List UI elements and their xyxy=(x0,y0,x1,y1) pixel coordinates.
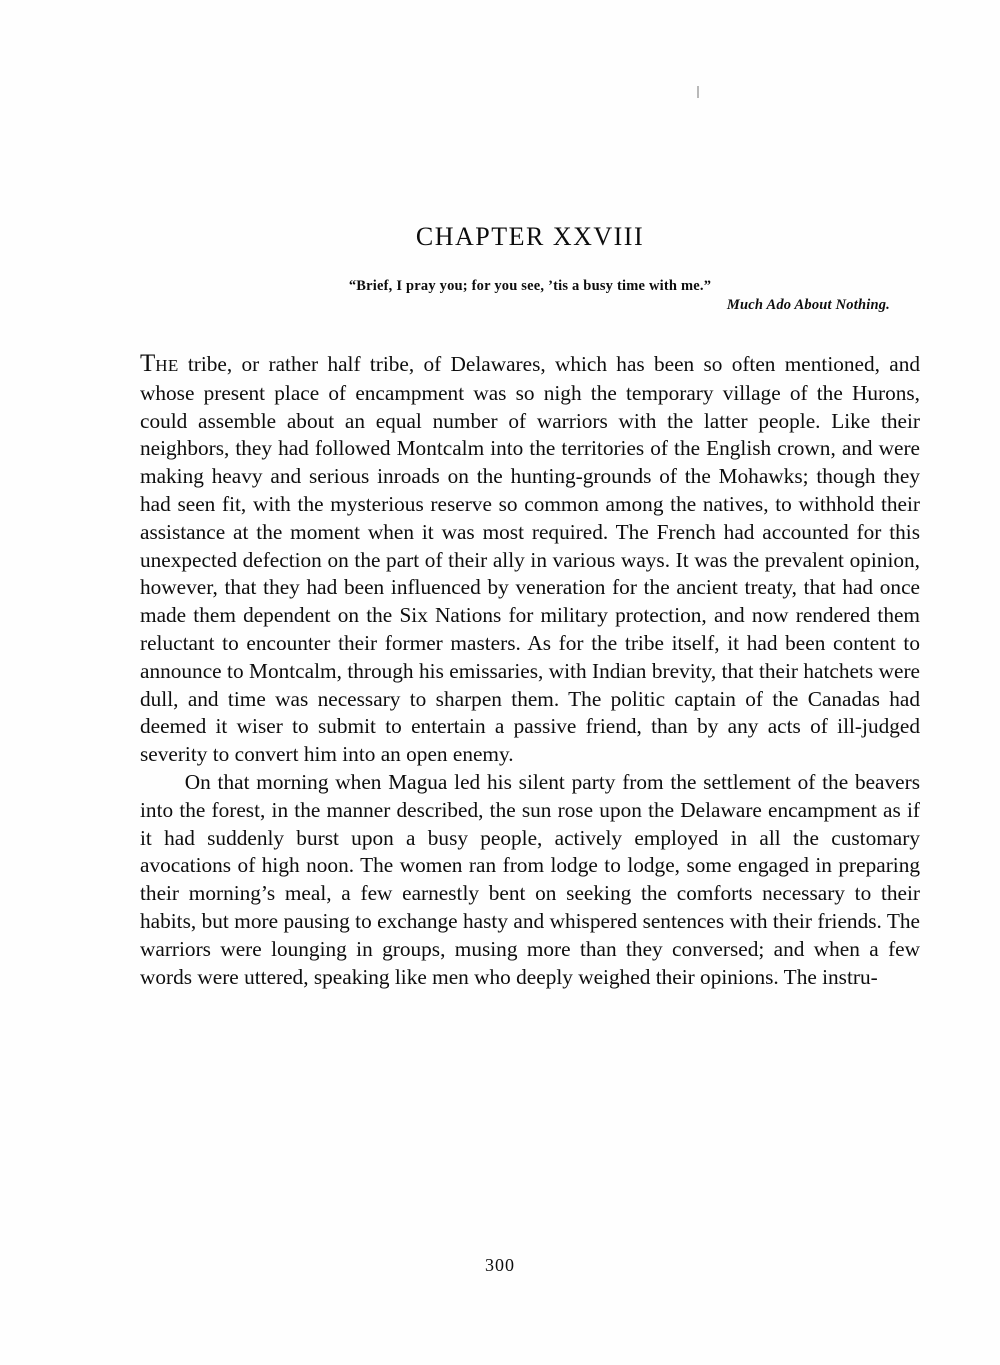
paragraph-dropcap: T xyxy=(140,350,156,377)
chapter-title: CHAPTER XXVIII xyxy=(415,222,645,251)
epigraph-source: Much Ado About Nothing. xyxy=(726,297,890,313)
paragraph-smallcaps: HE xyxy=(155,356,179,375)
scan-artifact-mark xyxy=(697,86,699,98)
body-text xyxy=(140,350,920,991)
page-content xyxy=(140,222,920,991)
page-number: 300 xyxy=(485,1255,515,1275)
paragraph-2: On that morning when Magua led his silent party from the settlement of the beavers into the forest, in the manner described, the sun rose upon the Delaware encampment as if it had suddenly burst upon a busy people, actively employed in all the customary avocations of high noon. The women ran from lodge to lodge, some engaged in preparing their morning’s meal, a few earnestly bent on seeking the comforts necessary to their habits, but more pausing to exchange hasty and whispered sentences with their friends. The warriors were lounging in groups, musing more than they conversed; and when a few words were uttered, speaking like men who deeply weighed their opinions. The instru- xyxy=(140,769,920,989)
paragraph-1 xyxy=(140,350,920,769)
epigraph-quote: “Brief, I pray you; for you see, ’tis a busy time with me.” xyxy=(348,278,712,294)
paragraph-1-text: tribe, or rather half tribe, of Delawares, which has been so often mentioned, and whose present place of encampment was so nigh the temporary village of the Hurons, could assemble about an equal number of warriors with the latter people. Like their neighbors, they had followed Montcalm into the territories of the English crown, and were making heavy and serious inroads on the hunting-grounds of the Mohawks; though they had seen fit, with the mysterious reserve so common among the natives, to withhold their assistance at the moment when it was most required. The French had accounted for this unexpected defection on the part of their ally in various ways. It was the prevalent opinion, however, that they had been influenced by veneration for the ancient treaty, that had once made them dependent on the Six Nations for military protection, and now rendered them reluctant to encounter their former masters. As for the tribe itself, it had been content to announce to Montcalm, through his emissaries, with Indian brevity, that their hatchets were dull, and time was necessary to sharpen them. The politic captain of the Canadas had deemed it wiser to submit to entertain a passive friend, than by any acts of ill-judged severity to convert him into an open enemy. xyxy=(140,352,920,767)
